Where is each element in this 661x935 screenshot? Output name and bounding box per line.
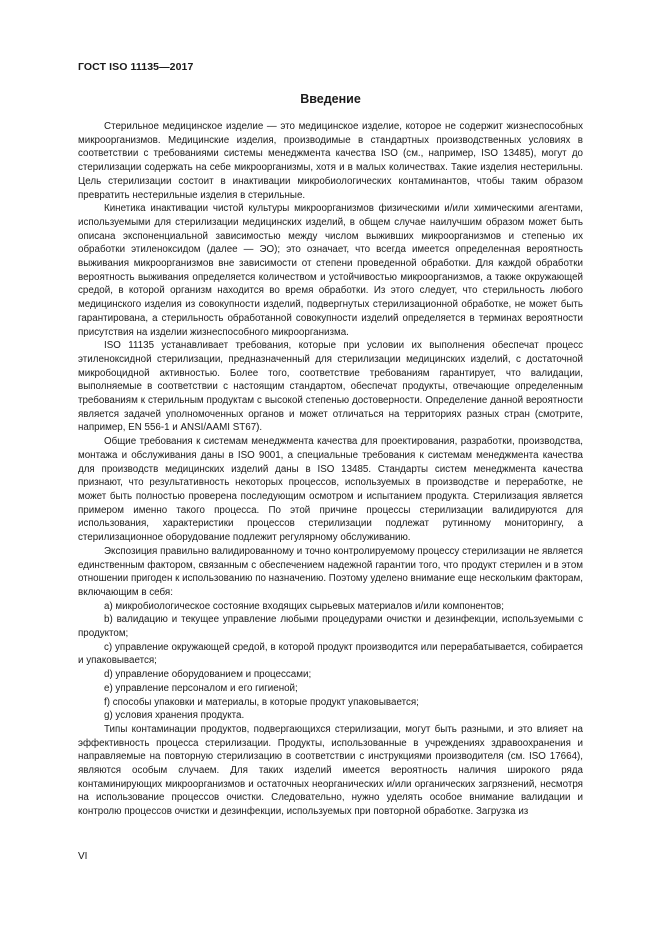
standard-header: ГОСТ ISO 11135—2017 — [78, 61, 194, 73]
paragraph-factors: Экспозиция правильно валидированному и точно контролируемому процессу стерилизации не является единственным фактором, связанным с обеспечением надежной гарантии того, что продукт стерилен и в этом отношении пригоден к использованию по назначению. Поэтому уделено внимание еще нескольким факторам, включающим в себя: — [78, 545, 583, 598]
paragraph-qms: Общие требования к системам менеджмента качества для проектирования, разработки, производства, монтажа и обслуживания даны в ISO 9001, а специальные требования к системам менеджмента качества для производств медицинских изделий даны в ISO 13485. Стандарты систем менеджмента качества признают, что результативность некоторых процессов, используемых в производстве и переработке, не может быть полностью проверена последующим осмотром и испытанием продукта. Стерилизация является примером именно такого процесса. По этой причине процессы стерилизации валидируются для использования, характеристики процессов стерилизации подлежат рутинному мониторингу, а стерилизационное оборудование подлежит регулярному обслуживанию. — [78, 436, 583, 544]
list-item-c: c) управление окружающей средой, в которой продукт производится или перерабатывается, собирается и упаковывается; — [78, 641, 583, 667]
list-item-f: f) способы упаковки и материалы, в которые продукт упаковывается; — [104, 696, 419, 708]
paragraph-iso11135: ISO 11135 устанавливает требования, которые при условии их выполнения обеспечат процесс этиленоксидной стерилизации, предназначенный для стерилизации медицинских изделий, с достаточной микробоцидной активностью. Более того, соответствие требованиям гарантирует, что валидации, выполняемые в соответствии с настоящим стандартом, обеспечат продукты, отвечающие определенным требованиям к стерильным продуктам с высокой степенью достоверности. Определение данной вероятности является задачей уполномоченных органов и может отличаться на территориях разных стран (смотрите, например, EN 556-1 и ANSI/AAMI ST67). — [78, 340, 583, 434]
list-item-a: a) микробиологическое состояние входящих сырьевых материалов и/или компонентов; — [104, 600, 504, 612]
paragraph-intro: Стерильное медицинское изделие — это медицинское изделие, которое не содержит жизнеспособных микроорганизмов. Медицинские изделия, производимые в стандартных производственных условиях в соответствии с требованиями системы менеджмента качества ISO (см., например, ISO 13485), могут до стерилизации содержать на себе микроорганизмы, хотя и в малых количествах. Такие изделия нестерильны. Цель стерилизации состоит в инактивации микробиологических контаминантов, чтобы таким образом превратить нестерильные изделия в стерильные. — [78, 121, 583, 201]
paragraph-kinetics: Кинетика инактивации чистой культуры микроорганизмов физическими и/или химическими агентами, используемыми для стерилизации медицинских изделий, в общем случае наилучшим образом может быть описана экспоненциальной зависимостью между числом выживших микроорганизмов и степенью их обработки этиленоксидом (далее — ЭО); это означает, что всегда имеется определенная вероятность выживания микроорганизмов вне зависимости от степени проведенной обработки. Для каждой обработки вероятность выживания определяется количеством и устойчивостью микроорганизмов, а также окружающей средой, в которой организм находится во время обработки. Из этого следует, что стерильность любого медицинского изделия из совокупности изделий, подвергнутых стерилизационной обработке, не может быть гарантирована, а стерильность обработанной совокупности изделий определяется в терминах вероятности присутствия на изделии жизнеспособного микроорганизма. — [78, 203, 583, 338]
list-item-g: g) условия хранения продукта. — [104, 710, 245, 722]
page-title: Введение — [300, 92, 361, 106]
document-body — [78, 120, 583, 819]
paragraph-contamination: Типы контаминации продуктов, подвергающихся стерилизации, могут быть разными, и это влияет на эффективность процесса стерилизации. Продукты, использованные в учреждениях здравоохранения и направляемые на повторную стерилизацию в соответствии с инструкциями производителя (см. ISO 17664), являются особым случаем. Для таких изделий имеется вероятность наличия широкого ряда контаминирующих микроорганизмов и остаточных неорганических и/или органических загрязнений, несмотря на использование процессов очистки. Следовательно, нужно уделять особое внимание валидации и контролю процессов очистки и дезинфекции, используемых при повторной обработке. Загрузка из — [78, 723, 583, 818]
list-item-b: b) валидацию и текущее управление любыми процедурами очистки и дезинфекции, используемыми с продуктом; — [78, 614, 583, 640]
list-item-e: e) управление персоналом и его гигиеной; — [104, 682, 298, 694]
list-item-d: d) управление оборудованием и процессами; — [104, 669, 312, 681]
page-number: VI — [78, 851, 88, 862]
